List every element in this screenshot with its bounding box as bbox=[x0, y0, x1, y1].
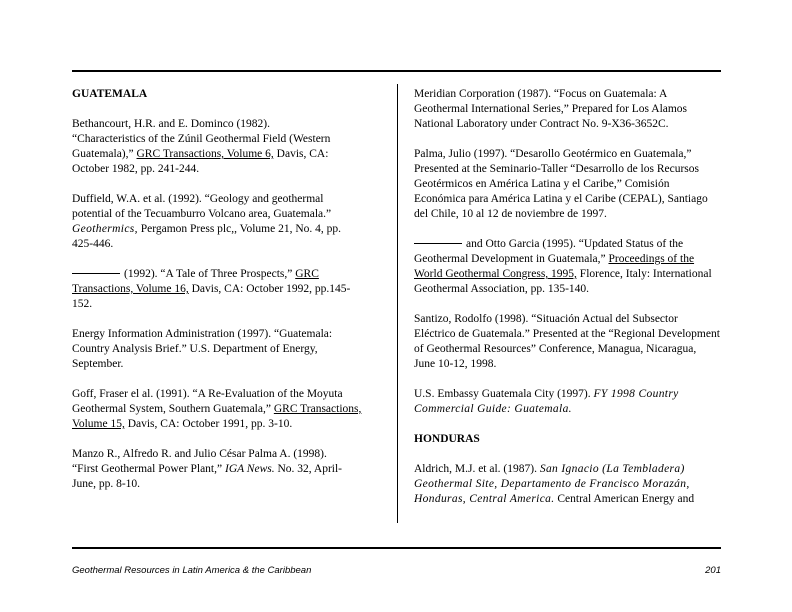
reference-details: No. 32, April-June, pp. 8-10. bbox=[72, 463, 343, 490]
reference-bethancourt bbox=[72, 117, 362, 177]
reference-palma bbox=[414, 147, 720, 222]
left-column bbox=[72, 87, 362, 507]
reference-text: Meridian Corporation (1987). “Focus on Guatemala: A Geothermal International Series,” Prepared for Los Alamos National Laboratory under Contract No. 9-X36-3652C. bbox=[414, 88, 688, 130]
reference-title: “First Geothermal Power Plant,” bbox=[72, 463, 223, 475]
reference-text: and Otto Garcia (1995). “Updated Status of the Geothermal Development in Guatemala,” bbox=[414, 238, 684, 265]
column-divider bbox=[397, 84, 398, 523]
reference-publication: FY 1998 Country Commercial Guide: Guatemala. bbox=[414, 388, 679, 415]
page-number: 201 bbox=[705, 565, 721, 576]
right-column bbox=[414, 87, 720, 522]
reference-manzo bbox=[72, 447, 362, 492]
reference-duffield bbox=[72, 192, 362, 252]
reference-palma-garcia bbox=[414, 237, 720, 297]
section-heading-honduras: HONDURAS bbox=[414, 433, 480, 445]
reference-eia bbox=[72, 327, 362, 372]
reference-text: U.S. Embassy Guatemala City (1997). bbox=[414, 388, 591, 400]
reference-us-embassy bbox=[414, 387, 720, 417]
reference-text: Aldrich, M.J. et al. (1987). bbox=[414, 463, 537, 475]
reference-duffield-1992b bbox=[72, 267, 362, 312]
reference-details: Davis, CA: October 1992, pp.145-152. bbox=[72, 283, 351, 310]
reference-details: Florence, Italy: International Geothermal Association, pp. 135-140. bbox=[414, 268, 712, 295]
reference-publication: San Ignacio (La Tembladera) Geothermal Site, Departamento de Francisco Morazán, Honduras, Central America. bbox=[414, 463, 690, 505]
reference-goff bbox=[72, 387, 362, 432]
reference-meridian bbox=[414, 87, 720, 132]
reference-publication: Geothermics, bbox=[72, 223, 138, 235]
reference-publication: GRC Transactions, Volume 6, bbox=[136, 148, 274, 160]
ditto-dash bbox=[72, 273, 120, 274]
ditto-dash bbox=[414, 243, 462, 244]
header-rule bbox=[72, 70, 721, 72]
reference-details: Davis, CA: October 1991, pp. 3-10. bbox=[127, 418, 293, 430]
reference-publication: GRC Transactions, Volume 15, bbox=[72, 403, 362, 430]
reference-text: Santizo, Rodolfo (1998). “Situación Actual del Subsector Eléctrico de Guatemala.” Presented at the “Regional Development of Geothermal Resources” Conference, Managua, Nicaragua, June 10-12, 1998. bbox=[414, 313, 720, 370]
reference-text: Palma, Julio (1997). “Desarollo Geotérmico en Guatemala,” Presented at the Seminario-Taller “Desarrollo de los Recursos Geotérmicos en América Latina y el Caribe,” Comisión Económica para América Latina y el Caribe (CEPAL), Santiago del Chile, 10 al 12 de noviembre de 1997. bbox=[414, 148, 708, 220]
reference-publication: IGA News. bbox=[224, 463, 275, 475]
reference-text: Energy Information Administration (1997). “Guatemala: Country Analysis Brief.” U.S. Department of Energy, September. bbox=[72, 328, 333, 370]
footer-rule bbox=[72, 547, 721, 549]
reference-publication: GRC Transactions, Volume 16, bbox=[72, 268, 319, 295]
reference-author: Manzo R., Alfredo R. and Julio César Palma A. (1998). bbox=[72, 448, 327, 460]
reference-details: Central American Energy and bbox=[554, 493, 695, 505]
reference-details: Davis, CA: October 1982, pp. 241-244. bbox=[72, 148, 329, 175]
reference-publication: Proceedings of the World Geothermal Congress, 1995, bbox=[414, 253, 695, 280]
reference-santizo bbox=[414, 312, 720, 372]
reference-text: Duffield, W.A. et al. (1992). “Geology and geothermal potential of the Tecuamburro Volcano area, Guatemala.” bbox=[72, 193, 332, 220]
reference-title: “Characteristics of the Zúnil Geothermal Field (Western Guatemala),” bbox=[72, 133, 331, 160]
footer-title: Geothermal Resources in Latin America & the Caribbean bbox=[72, 565, 312, 576]
reference-text: Goff, Fraser el al. (1991). “A Re-Evaluation of the Moyuta Geothermal System, Southern Guatemala,” bbox=[72, 388, 343, 415]
reference-author: Bethancourt, H.R. and E. Dominco (1982). bbox=[72, 118, 271, 130]
section-heading-guatemala: GUATEMALA bbox=[72, 88, 148, 100]
reference-aldrich bbox=[414, 462, 720, 507]
reference-details: Pergamon Press plc,, Volume 21, No. 4, pp. 425-446. bbox=[72, 223, 342, 250]
reference-text: (1992). “A Tale of Three Prospects,” bbox=[124, 268, 293, 280]
